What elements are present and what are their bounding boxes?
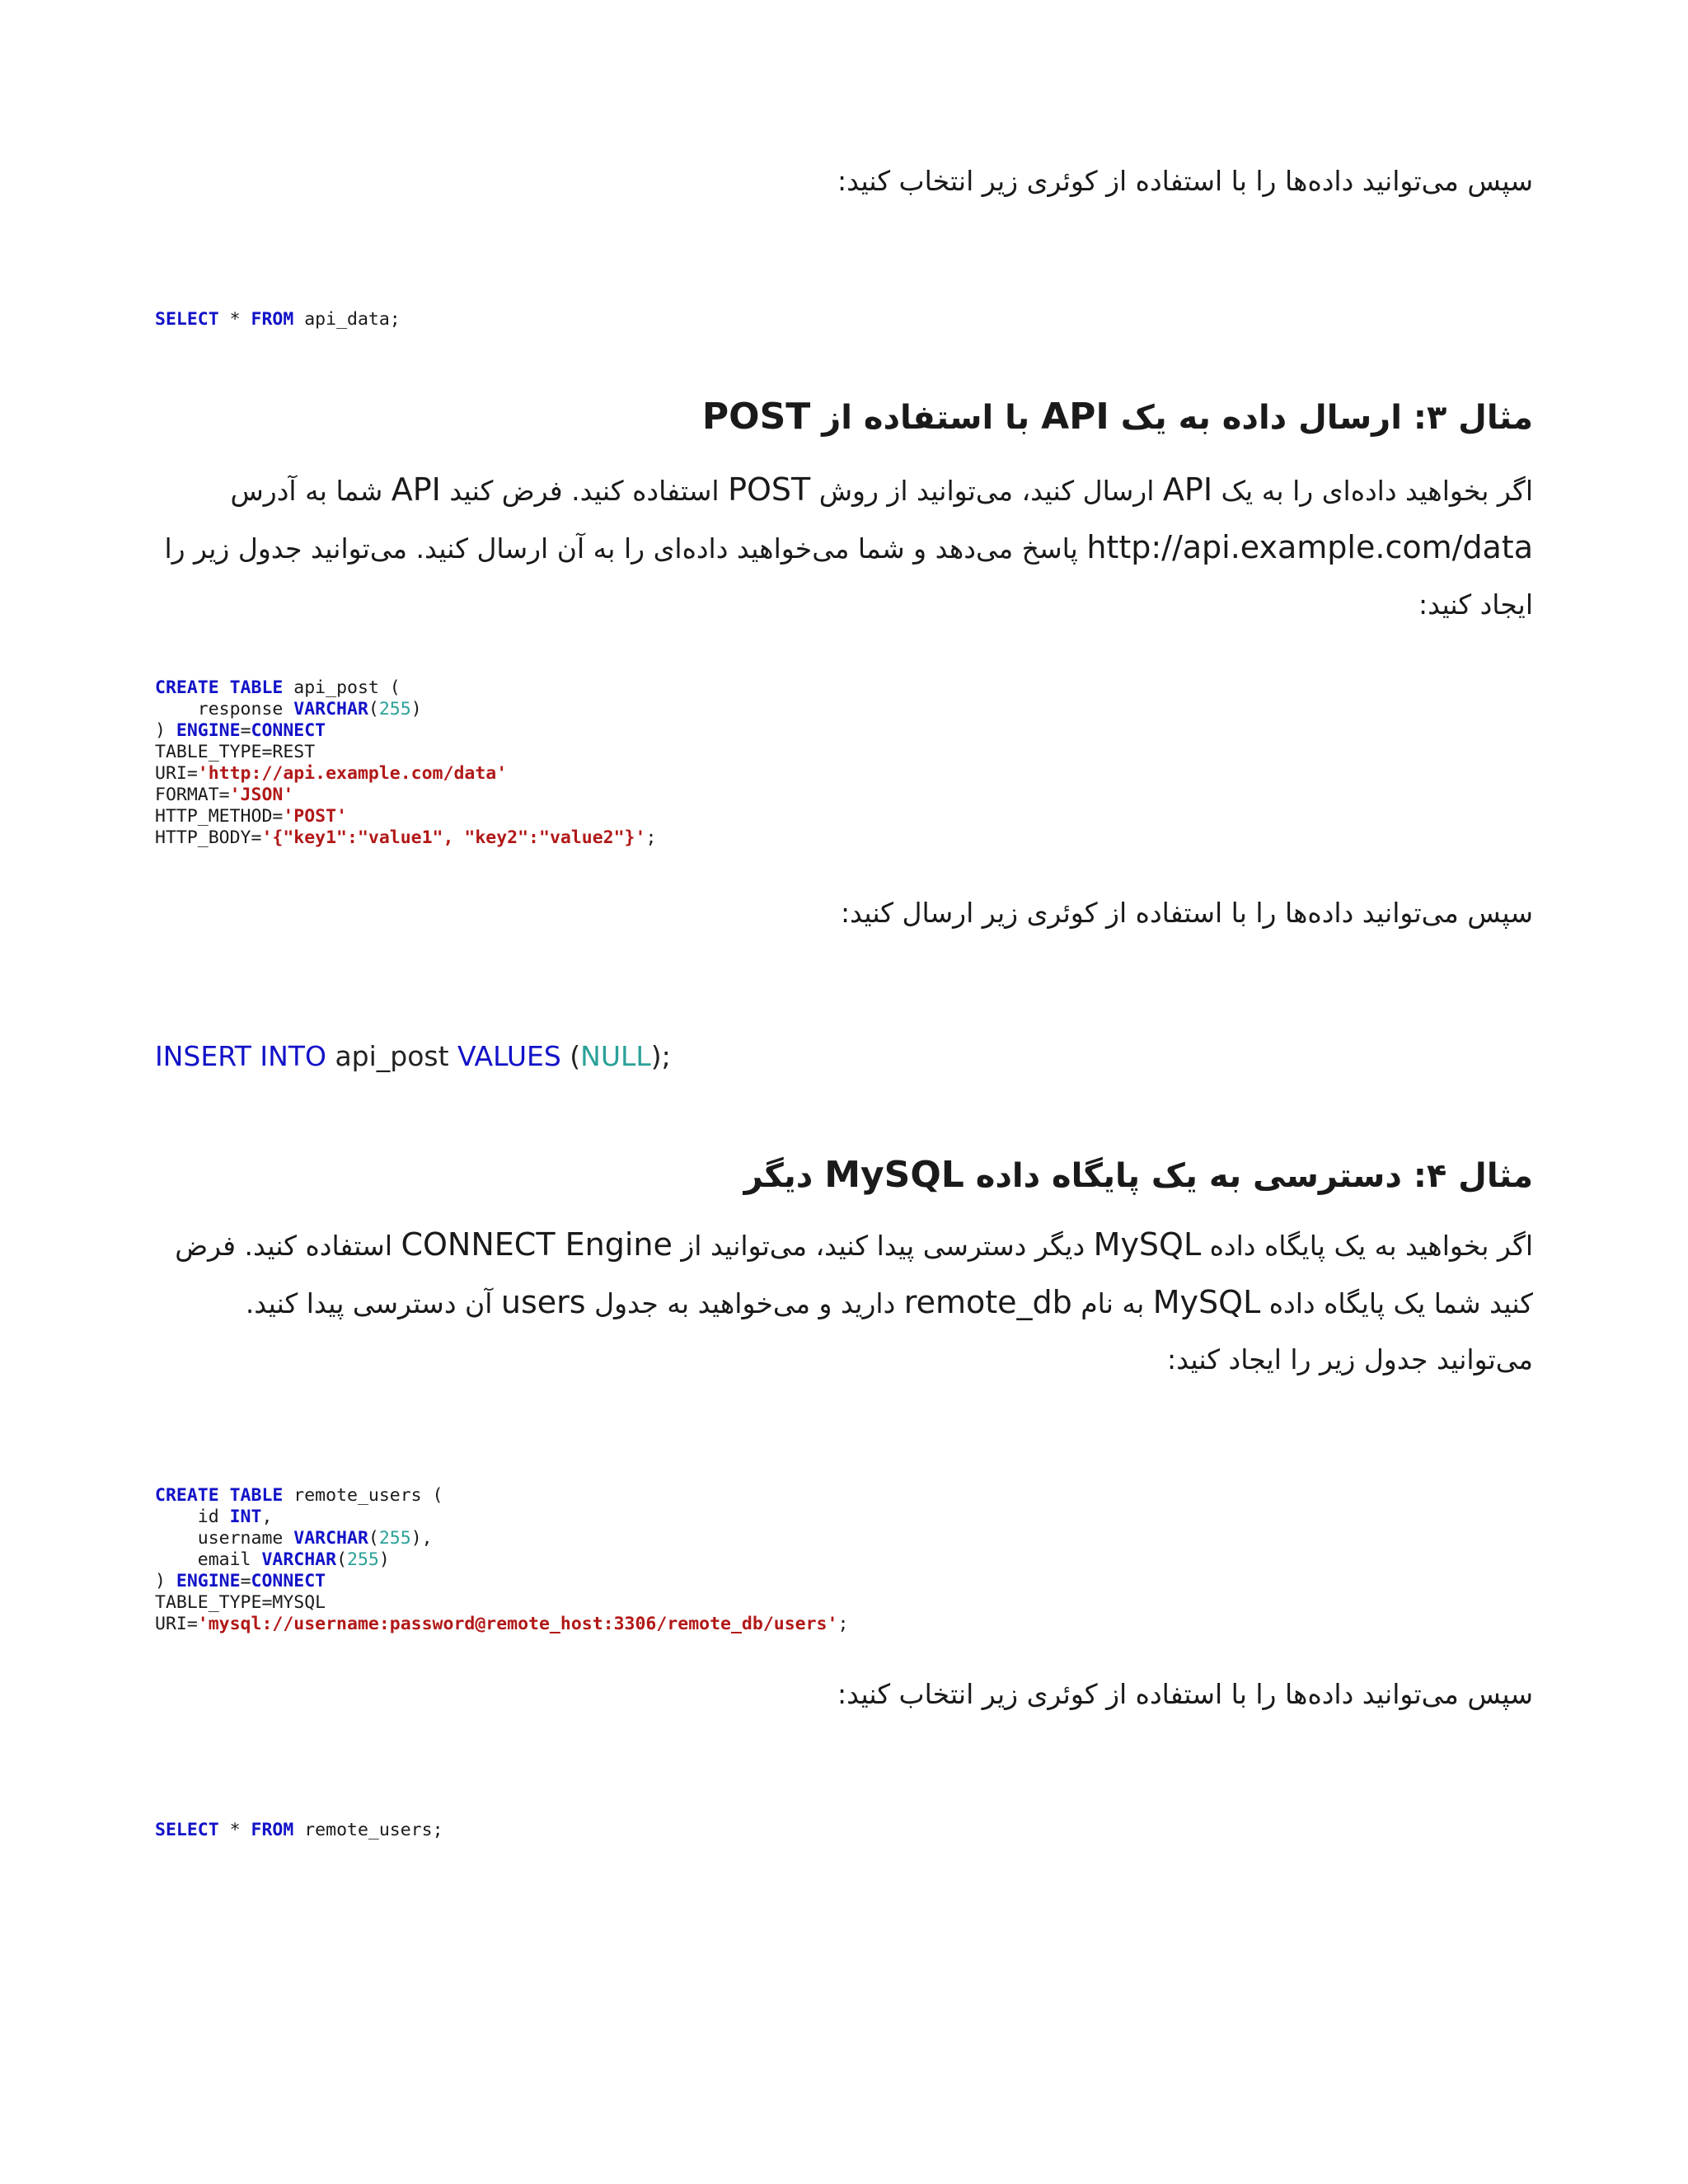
code-select-remote-users: SELECT * FROM remote_users; xyxy=(155,1820,443,1840)
example-4-paragraph: اگر بخواهید به یک پایگاه داده MySQL دیگر دسترسی پیدا کنید، می‌توانید از CONNECT Engine استفاده کنید. فرض کنید شما یک پایگاه داده MySQL به نام remote_db دارید و می‌خواهید به جدول users آن دسترسی پیدا کنید. می‌توانید جدول زیر را ایجاد کنید: xyxy=(175,1226,1533,1376)
code-create-remote-users: CREATE TABLE remote_users ( id INT, username VARCHAR(255), email VARCHAR(255) ) ENGINE=CONNECT TABLE_TYPE=MYSQL URI='mysql://username:password@remote_host:3306/remote_db/users'; xyxy=(155,1485,849,1634)
code-insert-api-post: INSERT INTO api_post VALUES (NULL); xyxy=(155,1040,671,1072)
example-4-heading: مثال ۴: دسترسی به یک پایگاه داده MySQL دیگر xyxy=(743,1154,1533,1196)
example-3-paragraph: اگر بخواهید داده‌ای را به یک API ارسال کنید، می‌توانید از روش POST استفاده کنید. فرض کنید API شما به آدرس http://api.example.com/data پاسخ می‌دهد و شما می‌خواهید داده‌ای را به آن ارسال کنید. می‌توانید جدول زیر را ایجاد کنید: xyxy=(164,471,1533,621)
send-text: سپس می‌توانید داده‌ها را با استفاده از کوئری زیر ارسال کنید: xyxy=(840,897,1533,929)
api-url: http://api.example.com/data xyxy=(1086,529,1533,565)
example-3-heading: مثال ۳: ارسال داده به یک API با استفاده از POST xyxy=(701,396,1533,438)
document-page xyxy=(155,0,1533,2184)
outro-select-text: سپس می‌توانید داده‌ها را با استفاده از کوئری زیر انتخاب کنید: xyxy=(837,1678,1533,1710)
intro-select-text: سپس می‌توانید داده‌ها را با استفاده از کوئری زیر انتخاب کنید: xyxy=(837,165,1533,197)
code-create-api-post: CREATE TABLE api_post ( response VARCHAR(255) ) ENGINE=CONNECT TABLE_TYPE=REST URI='http://api.example.com/data' FORMAT='JSON' HTTP_METHOD='POST' HTTP_BODY='{"key1":"value1", "key2":"value2"}'; xyxy=(155,677,657,848)
code-select-api-data: SELECT * FROM api_data; xyxy=(155,309,401,330)
